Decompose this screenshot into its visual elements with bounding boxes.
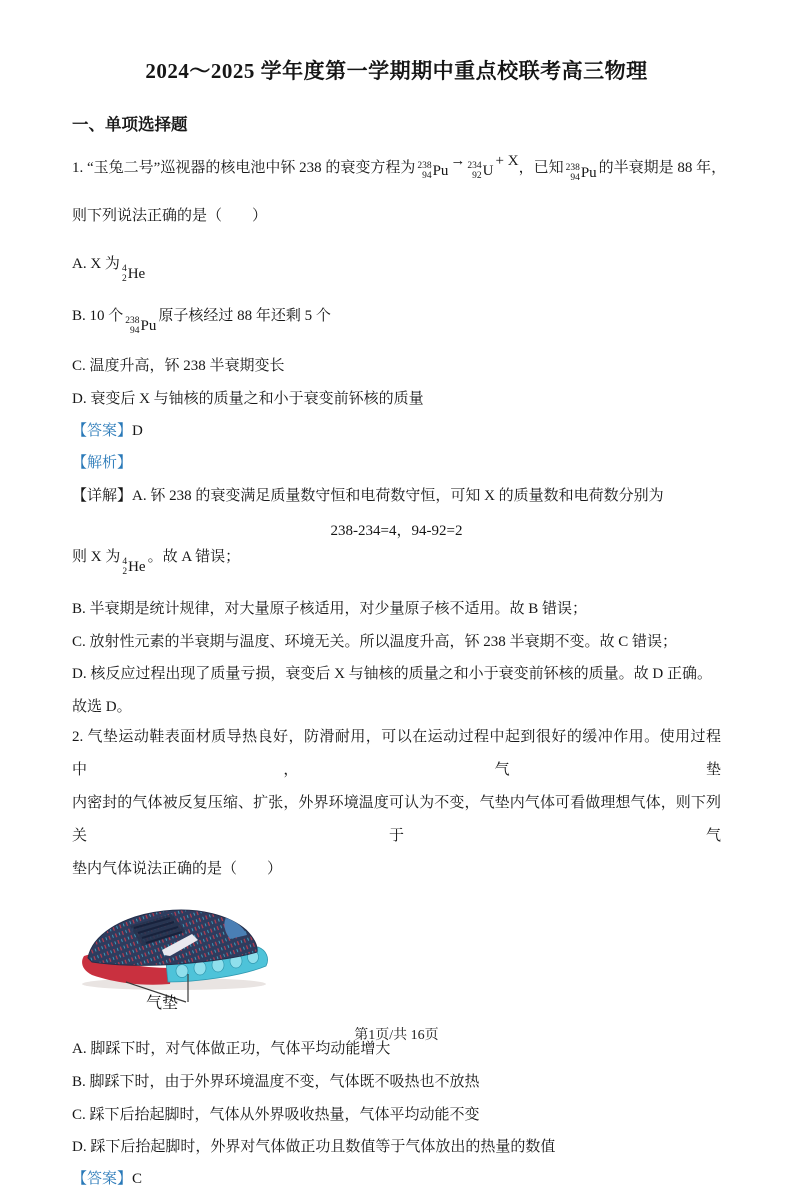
q2-stem-line1: 2. 气垫运动鞋表面材质导热良好，防滑耐用，可以在运动过程中起到很好的缓冲作用。使用过程中，气垫 — [72, 728, 721, 778]
q1-then-line: 则 X 为 4 2 He 。故 A 错误； — [72, 548, 241, 577]
page-title: 2024～2025 学年度第一学期期中重点校联考高三物理 — [145, 59, 648, 83]
nuclide-he4-then: 4 2 He — [122, 556, 146, 577]
q1-equation: 238-234=4，94-92=2 — [330, 522, 463, 539]
q2-answer-row — [72, 1168, 721, 1190]
section-heading: 一、单项选择题 — [72, 115, 188, 134]
q1-option-a: A. X 为 4 2 He — [72, 255, 146, 284]
sneaker-figure — [74, 898, 304, 1016]
decay-rest: + X — [495, 153, 519, 169]
q1-answer-value: D — [132, 422, 143, 439]
sneaker-image — [74, 898, 304, 1016]
q1-detail-a: 【详解】A. 钚 238 的衰变满足质量数守恒和电荷数守恒，可知 X 的质量数和电荷数分别为 — [72, 487, 664, 504]
q1-detail-b: B. 半衰期是统计规律，对大量原子核适用，对少量原子核不适用。故 B 错误； — [72, 600, 588, 617]
air-bubble — [194, 961, 206, 975]
q1-stem-line2: 则下列说法正确的是（ ） — [72, 207, 268, 224]
q2-answer-value: C — [132, 1170, 143, 1187]
q1-detail-d: D. 核反应过程出现了质量亏损，衰变后 X 与铀核的质量之和小于衰变前钚核的质量。故 D 正确。 — [72, 665, 713, 682]
q2-option-c: C. 踩下后抬起脚时，气体从外界吸收热量，气体平均动能不变 — [72, 1106, 480, 1123]
q1-known-text: ，已知 — [518, 160, 564, 176]
q1-answer-row — [72, 420, 721, 442]
nuclide-pu238-known: 238 94 Pu — [565, 163, 597, 183]
page-number: 第1页/共 16页 — [354, 1028, 439, 1043]
q2-option-b: B. 脚踩下时，由于外界环境温度不变，气体既不吸热也不放热 — [72, 1073, 480, 1090]
q2-stem-line2: 内密封的气体被反复压缩、扩张，外界环境温度可认为不变，气垫内气体可看做理想气体，则下列关于气 — [72, 794, 721, 844]
nuclide-u234: 234 92 U — [467, 161, 494, 181]
air-bubble — [176, 964, 188, 977]
decay-equation — [415, 153, 519, 181]
air-cushion-label: 气垫 — [146, 994, 179, 1012]
q2-option-d: D. 踩下后抬起脚时，外界对气体做正功且数值等于气体放出的热量的数值 — [72, 1138, 556, 1155]
q1-detail-c: C. 放射性元素的半衰期与温度、环境无关。所以温度升高，钚 238 半衰期不变。故 C 错误； — [72, 633, 678, 650]
q2-stem-line3: 垫内气体说法正确的是（ ） — [72, 860, 283, 877]
q2-option-a: A. 脚踩下时，对气体做正功，气体平均动能增大 — [72, 1040, 391, 1057]
arrow-glyph: → — [450, 153, 466, 169]
answer-label: 【答案】 — [72, 422, 133, 439]
nuclide-he4: 4 2 He — [121, 263, 146, 284]
detail-label: 【详解】 — [72, 487, 133, 504]
q1-option-b: B. 10 个 238 94 Pu 原子核经过 88 年还剩 5 个 — [72, 307, 331, 336]
q1-stem-line1 — [72, 153, 727, 189]
nuclide-pu238: 238 94 Pu — [417, 161, 449, 181]
q1-option-d: D. 衰变后 X 与铀核的质量之和小于衰变前钚核的质量 — [72, 390, 424, 407]
analysis-label: 【解析】 — [72, 454, 133, 471]
q1-conclusion: 故选 D。 — [72, 698, 132, 715]
answer-label: 【答案】 — [72, 1170, 133, 1187]
q1-stem-text: 1. “玉兔二号”巡视器的核电池中钚 238 的衰变方程为 — [72, 160, 416, 176]
q1-analysis-row — [72, 452, 721, 474]
nuclide-pu238-optb: 238 94 Pu — [125, 315, 157, 336]
q1-option-c: C. 温度升高，钚 238 半衰期变长 — [72, 357, 285, 374]
q1-stem-end: 的半衰期是 88 年， — [598, 160, 727, 176]
